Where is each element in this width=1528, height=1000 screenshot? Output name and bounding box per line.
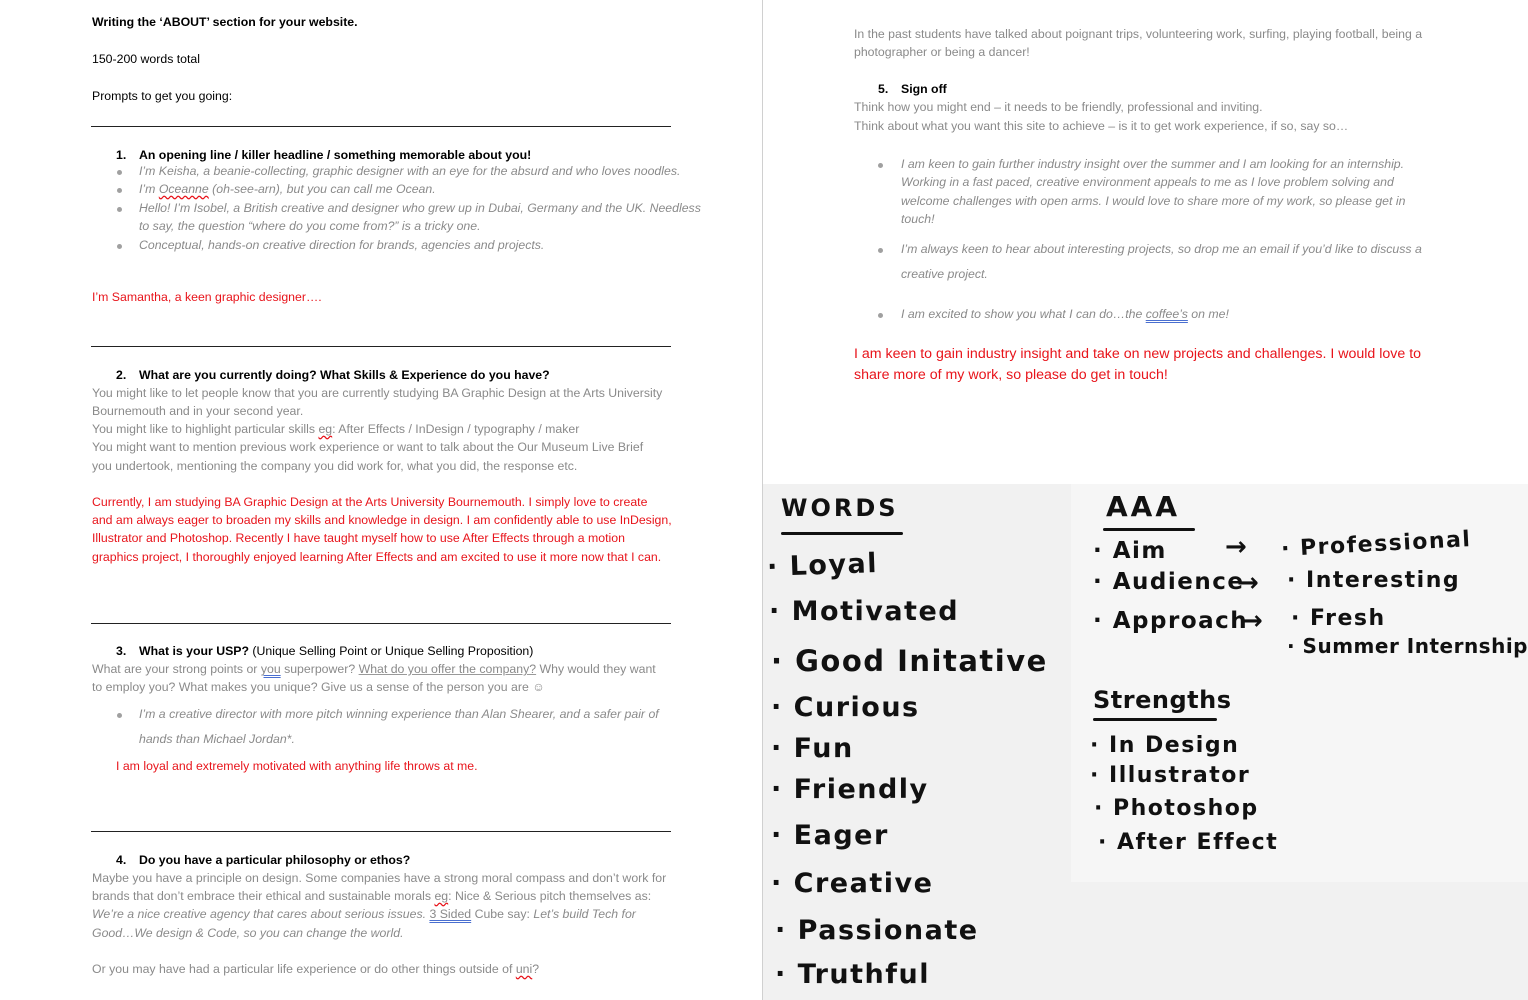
bullet — [117, 713, 122, 718]
word-item: · Truthful — [775, 959, 930, 990]
heading-underline — [1103, 528, 1195, 531]
strengths-heading: Strengths — [1093, 686, 1232, 714]
grammar-word: you — [260, 662, 281, 676]
s3-example-2: hands than Michael Jordan*. — [139, 732, 295, 746]
s4-text-2-c: : Nice & Serious pitch themselves as: — [448, 889, 652, 903]
s2-answer-1: Currently, I am studying BA Graphic Design at the Arts University Bournemouth. I simply love to create — [92, 495, 648, 509]
s1-example-3b: to say, the question “where do you come from?” is a tricky one. — [139, 219, 481, 233]
s2-text-3-c: : After Effects / InDesign / typography / maker — [332, 422, 580, 436]
s5-bullet-2a: I’m always keen to hear about interesting projects, so drop me an email if you’d like to discuss a — [901, 242, 1422, 256]
grammar-phrase: What do you offer the company? — [358, 662, 537, 676]
s4-text-1: Maybe you have a principle on design. Some companies have a strong moral compass and don’t work for — [92, 871, 667, 885]
word-count: 150-200 words total — [92, 52, 201, 66]
s4-text-3-d: Cube say: — [471, 907, 534, 921]
word-item: · Fun — [771, 733, 854, 764]
s3-text-1-e: Why would they want — [536, 662, 656, 676]
s3-text-1 — [92, 662, 656, 676]
bullet — [117, 244, 122, 249]
section-1-number: 1. — [116, 148, 127, 162]
s4-text-5-a: Or you may have had a particular life experience or do other things outside of — [92, 962, 516, 976]
section-5-heading: Sign off — [901, 82, 947, 96]
s2-text-3-a: You might like to highlight particular skills — [92, 422, 319, 436]
s3-text-2: to employ you? What makes you unique? Give us a sense of the person you are ☺ — [92, 680, 545, 694]
arrow-icon: → — [1237, 568, 1261, 598]
s5-bullet-1d: touch! — [901, 212, 935, 226]
s5-bullet-1a: I am keen to gain further industry insight over the summer and I am looking for an internship. — [901, 157, 1405, 171]
s5-bullet-1c: welcome challenges with open arms. I would love to share more of my work, so please get in — [901, 194, 1406, 208]
s2-answer-4: graphics project, I thoroughly enjoyed learning After Effects and am excited to use it more now that I can. — [92, 550, 662, 564]
s2-answer-3: Illustrator and Photoshop. Recently I have taught myself how to use After Effects through a motion — [92, 531, 625, 545]
section-3-heading-bold: What is your USP? — [139, 644, 249, 658]
spellcheck-word: eg — [434, 889, 449, 903]
aaa-result: · Interesting — [1287, 568, 1461, 593]
words-heading: WORDS — [781, 494, 899, 522]
spellcheck-word: uni — [515, 962, 533, 976]
word-item: · Friendly — [771, 774, 929, 805]
doc-title: Writing the ‘ABOUT’ section for your website. — [92, 15, 358, 29]
s5-bullet-2b: creative project. — [901, 267, 988, 281]
bullet — [878, 313, 883, 318]
aaa-result: · Fresh — [1291, 606, 1386, 631]
aaa-item: · Audience — [1093, 569, 1245, 595]
s1-example-1: I’m Keisha, a beanie-collecting, graphic designer with an eye for the absurd and who loves noodles. — [139, 164, 681, 178]
bullet — [878, 248, 883, 253]
s5-text-2: Think about what you want this site to achieve – is it to get work experience, if so, say so… — [854, 119, 1349, 133]
s4-text-2-a: brands that don’t embrace their ethical and sustainable morals — [92, 889, 435, 903]
word-item: · Good Initative — [771, 644, 1048, 678]
s1-example-2-a: I’m — [139, 182, 159, 196]
s5-bullet-3-a: I am excited to show you what I can do…the — [901, 307, 1146, 321]
s3-text-1-a: What are your strong points or — [92, 662, 261, 676]
s1-example-2-c: (oh-see-arn), but you can call me Ocean. — [208, 182, 436, 196]
s2-text-5: you undertook, mentioning the company you did work for, what you did, the response etc. — [92, 459, 578, 473]
heading-underline — [1093, 718, 1217, 721]
spellcheck-word: eg — [318, 422, 333, 436]
aaa-result: · Summer Internship — [1287, 634, 1528, 658]
bullet — [117, 188, 122, 193]
s3-answer: I am loyal and extremely motivated with anything life throws at me. — [116, 759, 478, 773]
s4-text-5 — [92, 962, 539, 976]
word-item: · Motivated — [769, 596, 960, 627]
s5-text-1: Think how you might end – it needs to be friendly, professional and inviting. — [854, 100, 1263, 114]
bullet — [117, 170, 122, 175]
s2-answer-2: and am always eager to broaden my skills and knowledge in design. I am confidently able to use InDesign, — [92, 513, 672, 527]
aaa-item: · Aim — [1093, 538, 1167, 564]
s3-example-1: I’m a creative director with more pitch winning experience than Alan Shearer, and a safer pair of — [139, 707, 659, 721]
s1-answer: I’m Samantha, a keen graphic designer…. — [92, 290, 322, 304]
s4-text-4: Good…We design & Code, so you can change the world. — [92, 926, 404, 940]
s4-text-3 — [92, 907, 636, 921]
divider-rule — [91, 126, 671, 127]
s2-text-3 — [92, 422, 579, 436]
aaa-heading: AAA — [1106, 490, 1181, 523]
strength-item: · Illustrator — [1090, 763, 1251, 788]
strength-item: · After Effect — [1098, 830, 1279, 855]
s4-text-2 — [92, 889, 651, 903]
divider-rule — [91, 623, 671, 624]
prompts-intro: Prompts to get you going: — [92, 89, 233, 103]
section-3-number: 3. — [116, 644, 127, 658]
section-3-heading — [139, 644, 533, 658]
s2-text-1: You might like to let people know that you are currently studying BA Graphic Design at the Arts University — [92, 386, 663, 400]
handwritten-notes-photo — [763, 484, 1528, 1000]
s5-bullet-3-c: on me! — [1187, 307, 1229, 321]
s4-text-3-e: Let’s build Tech for — [533, 907, 636, 921]
aaa-result: · Professional — [1280, 527, 1473, 562]
s4-text-5-c: ? — [532, 962, 540, 976]
word-item: · Eager — [771, 820, 889, 851]
r-text-1: In the past students have talked about poignant trips, volunteering work, surfing, playing football, being a — [854, 27, 1423, 41]
divider-rule — [91, 831, 671, 832]
strength-item: · Photoshop — [1094, 796, 1259, 821]
s2-text-4: You might want to mention previous work experience or want to talk about the Our Museum Live Brief — [92, 440, 644, 454]
section-5-number: 5. — [878, 82, 889, 96]
s1-example-3a: Hello! I’m Isobel, a British creative and designer who grew up in Dubai, Germany and the UK. Needless — [139, 201, 701, 215]
section-2-number: 2. — [116, 368, 127, 382]
arrow-icon: → — [1225, 532, 1249, 562]
grammar-word: coffee’s — [1145, 307, 1188, 321]
s5-answer-1: I am keen to gain industry insight and take on new projects and challenges. I would love to — [854, 346, 1422, 362]
arrow-icon: → — [1241, 606, 1265, 636]
aaa-item: · Approach — [1093, 608, 1249, 634]
bullet — [878, 163, 883, 168]
divider-rule — [91, 346, 671, 347]
bullet — [117, 207, 122, 212]
word-item: · Curious — [771, 692, 920, 723]
section-3-heading-rest: (Unique Selling Point or Unique Selling Proposition) — [249, 644, 534, 658]
strength-item: · In Design — [1090, 733, 1240, 758]
s5-bullet-3 — [901, 307, 1229, 321]
s3-text-1-c: superpower? — [280, 662, 359, 676]
section-4-heading: Do you have a particular philosophy or ethos? — [139, 853, 411, 867]
grammar-word: 3 Sided — [429, 907, 472, 921]
s1-example-4: Conceptual, hands-on creative direction for brands, agencies and projects. — [139, 238, 545, 252]
word-item: · Passionate — [775, 915, 979, 946]
section-4-number: 4. — [116, 853, 127, 867]
s5-answer-2: share more of my work, so please do get in touch! — [854, 367, 1168, 383]
heading-underline — [781, 532, 903, 535]
r-text-2: photographer or being a dancer! — [854, 45, 1030, 59]
s5-bullet-1b: Working in a fast paced, creative environment appeals to me as I love problem solving and — [901, 175, 1394, 189]
spellcheck-word: Oceanne — [158, 182, 209, 196]
word-item: · Loyal — [766, 548, 879, 583]
s4-text-3-a: We’re a nice creative agency that cares about serious issues. — [92, 907, 427, 921]
section-2-heading: What are you currently doing? What Skills & Experience do you have? — [139, 368, 550, 382]
s1-example-2 — [139, 182, 436, 196]
section-1-heading: An opening line / killer headline / something memorable about you! — [139, 148, 532, 162]
s2-text-2: Bournemouth and in your second year. — [92, 404, 304, 418]
word-item: · Creative — [771, 868, 934, 899]
